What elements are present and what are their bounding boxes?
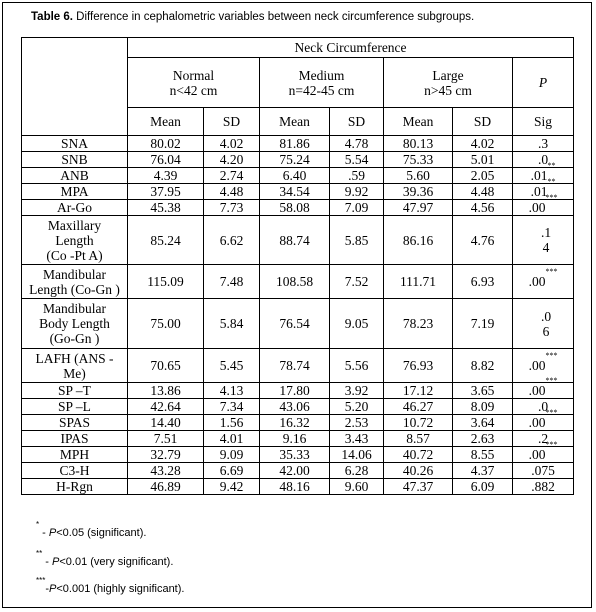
sig-value: .00 — [528, 383, 546, 398]
medium-mean-cell: 78.74 — [260, 349, 330, 383]
variable-name-line: Mandibular — [43, 266, 106, 282]
large-mean-cell: 39.36 — [384, 184, 453, 200]
footnote-mark: *** — [36, 576, 46, 585]
variable-name-line: LAFH (ANS - — [35, 350, 114, 366]
normal-header — [128, 58, 260, 108]
large-mean-cell: 40.26 — [384, 463, 453, 479]
sig-value-continued: 6 — [542, 323, 550, 339]
table-row — [22, 152, 574, 168]
normal-sd-cell: 1.56 — [204, 415, 260, 431]
table-row — [22, 136, 574, 152]
medium-range: n=42-45 cm — [288, 82, 355, 98]
normal-sd-cell: 7.73 — [204, 200, 260, 216]
medium-label: Medium — [298, 67, 345, 83]
large-sd-cell: 8.09 — [453, 399, 513, 415]
normal-sd-cell: 4.48 — [204, 184, 260, 200]
variable-name — [22, 216, 128, 265]
normal-sd-cell: 4.02 — [204, 136, 260, 152]
footnote — [36, 520, 147, 539]
medium-sd-cell: 4.78 — [330, 136, 384, 152]
large-mean-cell: 86.16 — [384, 216, 453, 265]
medium-sd-cell: 5.54 — [330, 152, 384, 168]
large-mean-cell: 47.37 — [384, 479, 453, 495]
large-sd-cell: 4.02 — [453, 136, 513, 152]
medium-sd-cell: 14.06 — [330, 447, 384, 463]
medium-mean-cell: 76.54 — [260, 299, 330, 349]
sig-value: .075 — [531, 463, 555, 478]
variable-name-line: Body Length — [39, 316, 110, 331]
large-sd-cell: 7.19 — [453, 299, 513, 349]
large-mean-cell: 17.12 — [384, 383, 453, 399]
footnote-text: <0.001 (highly significant). — [56, 583, 185, 595]
table-row — [22, 216, 574, 265]
sig-cell — [513, 136, 574, 152]
normal-mean-cell: 13.86 — [128, 383, 204, 399]
table-row — [22, 399, 574, 415]
sig-cell — [513, 299, 574, 349]
significance-mark: *** — [545, 440, 558, 449]
sig-value: .00 — [528, 415, 546, 430]
sig-cell — [513, 216, 574, 265]
sig-cell — [513, 440, 574, 463]
variable-name: SPAS — [22, 415, 128, 431]
normal-mean-cell: 115.09 — [128, 265, 204, 299]
variable-name: SNA — [22, 136, 128, 152]
footnote-text: <0.05 (significant). — [56, 527, 147, 539]
normal-mean-cell: 42.64 — [128, 399, 204, 415]
sig-cell — [513, 431, 574, 447]
large-sd-cell: 4.48 — [453, 184, 513, 200]
sig-value-continued: 4 — [542, 240, 550, 255]
significance-mark: *** — [545, 193, 558, 202]
footnote-p: P — [49, 583, 57, 595]
sig-value: .01 — [530, 184, 548, 199]
medium-mean-cell: 108.58 — [260, 265, 330, 299]
variable-name — [22, 349, 128, 383]
variable-name: MPH — [22, 447, 128, 463]
sig-cell — [513, 399, 574, 415]
medium-mean-cell: 35.33 — [260, 447, 330, 463]
sig-cell — [513, 376, 574, 399]
large-mean-cell: 47.97 — [384, 200, 453, 216]
footnote — [36, 549, 174, 568]
normal-range: n<42 cm — [169, 82, 218, 98]
significance-mark: *** — [545, 408, 558, 417]
significance-mark: *** — [545, 267, 558, 276]
sig-cell — [513, 479, 574, 495]
medium-sd-cell: 6.28 — [330, 463, 384, 479]
table-row — [22, 415, 574, 431]
significance-mark: *** — [545, 376, 558, 385]
header-row-group — [22, 38, 574, 58]
significance-mark: ** — [547, 177, 556, 186]
variable-name-line: Length — [55, 232, 94, 248]
sig-cell — [513, 265, 574, 299]
variable-name-line: Me) — [63, 365, 86, 381]
sig-cell — [513, 408, 574, 431]
p-header — [513, 58, 574, 108]
sig-value: .2 — [537, 431, 549, 446]
medium-sd-cell: .59 — [330, 168, 384, 184]
normal-sd-cell: 4.20 — [204, 152, 260, 168]
normal-sd-cell: 9.09 — [204, 447, 260, 463]
variable-name-line: (Co -Pt A) — [46, 247, 103, 263]
normal-mean-cell: 75.00 — [128, 299, 204, 349]
table-row — [22, 299, 574, 349]
medium-sd-cell: 9.60 — [330, 479, 384, 495]
medium-sd-cell: 2.53 — [330, 415, 384, 431]
medium-mean-cell: 42.00 — [260, 463, 330, 479]
significance-mark: *** — [545, 351, 558, 360]
large-sd-cell: 6.93 — [453, 265, 513, 299]
normal-sd-cell: 9.42 — [204, 479, 260, 495]
table-row — [22, 463, 574, 479]
table-row — [22, 431, 574, 447]
table-row — [22, 168, 574, 184]
normal-mean-cell: 76.04 — [128, 152, 204, 168]
sig-value: .882 — [531, 479, 555, 494]
variable-name: ANB — [22, 168, 128, 184]
sig-value: .0 — [537, 399, 549, 414]
variable-name: Ar-Go — [22, 200, 128, 216]
large-header — [384, 58, 513, 108]
large-mean-cell: 75.33 — [384, 152, 453, 168]
header-blank-cell — [22, 38, 128, 136]
medium-sd-cell: 9.05 — [330, 299, 384, 349]
medium-mean-cell: 48.16 — [260, 479, 330, 495]
normal-sd-cell: 6.69 — [204, 463, 260, 479]
medium-header — [260, 58, 384, 108]
normal-sd-cell: 6.62 — [204, 216, 260, 265]
footnote-separator: - — [39, 527, 49, 539]
normal-mean-cell: 80.02 — [128, 136, 204, 152]
sig-cell — [513, 193, 574, 216]
sig-value: .00 — [528, 200, 546, 215]
variable-name-line: Length (Co-Gn ) — [29, 281, 120, 297]
data-table — [21, 37, 574, 495]
normal-sd-cell: 4.01 — [204, 431, 260, 447]
normal-sd-cell: 7.34 — [204, 399, 260, 415]
table-row — [22, 265, 574, 299]
variable-name-line: Mandibular — [43, 301, 106, 316]
large-sd-cell: 6.09 — [453, 479, 513, 495]
caption-text: Difference in cephalometric variables between neck circumference subgroups. — [72, 11, 475, 23]
large-mean-cell: 80.13 — [384, 136, 453, 152]
medium-sd-cell: 7.09 — [330, 200, 384, 216]
variable-name: C3-H — [22, 463, 128, 479]
sig-cell — [513, 152, 574, 168]
large-sd-cell: 2.05 — [453, 168, 513, 184]
sig-value: .00 — [528, 447, 546, 462]
medium-sd-cell: 5.56 — [330, 349, 384, 383]
table-row — [22, 200, 574, 216]
normal-sd-cell: 2.74 — [204, 168, 260, 184]
large-mean-cell: 111.71 — [384, 265, 453, 299]
medium-sd-cell: 5.20 — [330, 399, 384, 415]
sd-header: SD — [453, 108, 513, 136]
p-label: P — [538, 75, 548, 90]
medium-mean-cell: 75.24 — [260, 152, 330, 168]
medium-sd-cell: 7.52 — [330, 265, 384, 299]
large-sd-cell: 4.56 — [453, 200, 513, 216]
table-row — [22, 447, 574, 463]
sig-value: .0 — [540, 308, 552, 324]
variable-name: IPAS — [22, 431, 128, 447]
sig-cell — [513, 161, 574, 184]
normal-sd-cell: 4.13 — [204, 383, 260, 399]
normal-label: Normal — [172, 67, 215, 83]
medium-sd-cell: 5.85 — [330, 216, 384, 265]
normal-sd-cell: 5.45 — [204, 349, 260, 383]
large-sd-cell: 5.01 — [453, 152, 513, 168]
footnote-separator: - — [42, 556, 53, 568]
sig-cell — [513, 463, 574, 479]
footnote-p: P — [52, 556, 60, 568]
large-sd-cell: 2.63 — [453, 431, 513, 447]
variable-name: H-Rgn — [22, 479, 128, 495]
table-row — [22, 349, 574, 383]
normal-mean-cell: 43.28 — [128, 463, 204, 479]
sig-value: .00 — [528, 358, 546, 373]
normal-mean-cell: 70.65 — [128, 349, 204, 383]
sd-header: SD — [204, 108, 260, 136]
variable-name — [22, 299, 128, 349]
normal-mean-cell: 85.24 — [128, 216, 204, 265]
normal-mean-cell: 7.51 — [128, 431, 204, 447]
normal-sd-cell: 5.84 — [204, 299, 260, 349]
sd-header: SD — [330, 108, 384, 136]
large-sd-cell: 3.65 — [453, 383, 513, 399]
normal-mean-cell: 37.95 — [128, 184, 204, 200]
large-mean-cell: 78.23 — [384, 299, 453, 349]
medium-sd-cell: 3.92 — [330, 383, 384, 399]
medium-mean-cell: 81.86 — [260, 136, 330, 152]
sig-value: .1 — [540, 225, 552, 240]
sig-cell — [513, 349, 574, 383]
medium-mean-cell: 43.06 — [260, 399, 330, 415]
footnote-separator: - — [45, 583, 50, 595]
large-sd-cell: 3.64 — [453, 415, 513, 431]
large-mean-cell: 40.72 — [384, 447, 453, 463]
table-row — [22, 184, 574, 200]
sig-value: .0 — [537, 152, 549, 167]
significance-mark: ** — [547, 161, 556, 170]
large-sd-cell: 4.76 — [453, 216, 513, 265]
medium-mean-cell: 17.80 — [260, 383, 330, 399]
large-sd-cell: 8.82 — [453, 349, 513, 383]
footnote-p: P — [48, 527, 57, 539]
medium-sd-cell: 3.43 — [330, 431, 384, 447]
footnote-mark: ** — [36, 549, 43, 558]
sig-value: .01 — [530, 168, 548, 183]
table-row — [22, 479, 574, 495]
normal-mean-cell: 14.40 — [128, 415, 204, 431]
variable-name — [22, 265, 128, 299]
sig-cell — [513, 177, 574, 200]
medium-mean-cell: 58.08 — [260, 200, 330, 216]
normal-mean-cell: 32.79 — [128, 447, 204, 463]
footnote — [36, 576, 185, 595]
medium-mean-cell: 9.16 — [260, 431, 330, 447]
caption-label: Table 6. — [31, 11, 73, 23]
large-label: Large — [432, 67, 464, 83]
large-mean-cell: 8.57 — [384, 431, 453, 447]
mean-header: Mean — [260, 108, 330, 136]
large-mean-cell: 10.72 — [384, 415, 453, 431]
medium-mean-cell: 16.32 — [260, 415, 330, 431]
large-mean-cell: 76.93 — [384, 349, 453, 383]
medium-mean-cell: 34.54 — [260, 184, 330, 200]
table-body — [22, 38, 574, 495]
large-range: n>45 cm — [424, 82, 472, 98]
medium-sd-cell: 9.92 — [330, 184, 384, 200]
variable-name: SP –L — [22, 399, 128, 415]
sig-value: .3 — [537, 136, 549, 151]
medium-mean-cell: 6.40 — [260, 168, 330, 184]
large-mean-cell: 46.27 — [384, 399, 453, 415]
large-mean-cell: 5.60 — [384, 168, 453, 184]
table-caption — [31, 11, 474, 23]
sig-header: Sig — [513, 108, 574, 136]
footnote-mark: * — [36, 520, 40, 529]
normal-mean-cell: 4.39 — [128, 168, 204, 184]
variable-name: MPA — [22, 184, 128, 200]
variable-name: SP –T — [22, 383, 128, 399]
variable-name: SNB — [22, 152, 128, 168]
medium-mean-cell: 88.74 — [260, 216, 330, 265]
normal-mean-cell: 46.89 — [128, 479, 204, 495]
sig-value: .00 — [528, 274, 546, 289]
variable-name-line: (Go-Gn ) — [49, 331, 100, 346]
table-row — [22, 383, 574, 399]
normal-sd-cell: 7.48 — [204, 265, 260, 299]
large-sd-cell: 8.55 — [453, 447, 513, 463]
footnote-text: <0.01 (very significant). — [59, 556, 174, 568]
large-sd-cell: 4.37 — [453, 463, 513, 479]
mean-header: Mean — [384, 108, 453, 136]
normal-mean-cell: 45.38 — [128, 200, 204, 216]
group-header: Neck Circumference — [128, 38, 574, 58]
mean-header: Mean — [128, 108, 204, 136]
variable-name-line: Maxillary — [47, 217, 102, 233]
